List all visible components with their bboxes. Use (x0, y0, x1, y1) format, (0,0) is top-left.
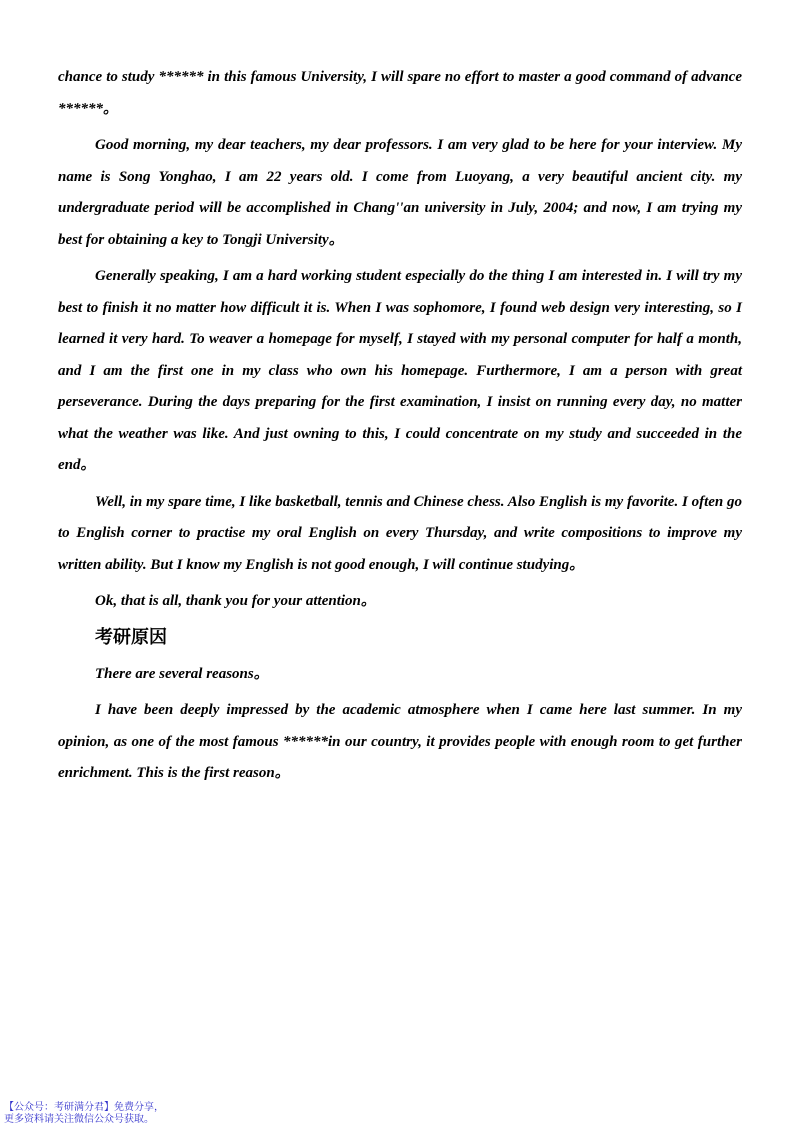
footer-line-1: 【公众号：考研满分君】免费分享， (4, 1102, 164, 1113)
footer-line-2: 更多资料请关注微信公众号获取。 (4, 1114, 154, 1125)
paragraph-greeting: Good morning, my dear teachers, my dear professors. I am very glad to be here for your interview. My name is Song Yonghao, I am 22 years old. I come from Luoyang, a very beautiful ancient city. my undergraduate period will be accomplished in Chang''an university in July, 2004; and now, I am trying my best for obtaining a key to Tongji University。 (58, 137, 742, 248)
paragraph-continued: chance to study ****** in this famous University, I will spare no effort to master a good command of advance ******。 (58, 69, 742, 117)
paragraph-hobbies: Well, in my spare time, I like basketball, tennis and Chinese chess. Also English is my favorite. I often go to English corner to practise my oral English on every Thursday, and write compositions to improve my written ability. But I know my English is not good enough, I will continue studying。 (58, 493, 742, 573)
paragraph-closing: Ok, that is all, thank you for your attention。 (95, 593, 376, 609)
footer-note (4, 1102, 164, 1126)
paragraph-reasons-intro: There are several reasons。 (95, 665, 269, 682)
document-page (58, 62, 742, 790)
paragraph-personality: Generally speaking, I am a hard working student especially do the thing I am interested in. I will try my best to finish it no matter how difficult it is. When I was sophomore, I found web design very interesting, so I learned it very hard. To weaver a homepage for myself, I stayed with my personal computer for half a month, and I am the first one in my class who own his homepage. Furthermore, I am a person with great perseverance. During the days preparing for the first examination, I insist on running every day, no matter what the weather was like. And just owning to this, I could concentrate on my study and succeeded in the end。 (58, 268, 742, 473)
section-heading-reasons: 考研原因 (95, 626, 167, 648)
paragraph-first-reason: I have been deeply impressed by the academic atmosphere when I came here last summer. In my opinion, as one of the most famous ******in our country, it provides people with enough room to get further enrichment. This is the first reason。 (58, 702, 742, 781)
